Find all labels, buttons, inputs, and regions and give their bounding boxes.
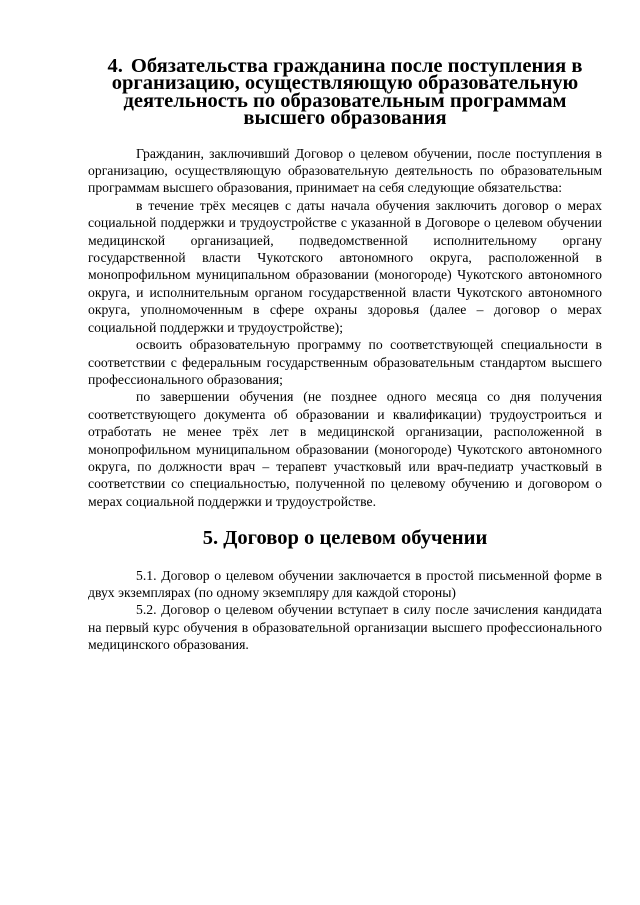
section-4-paragraph: в течение трёх месяцев с даты начала обучения заключить договор о мерах социальной поддержки и трудоустройстве с указанной в Договоре о целевом обучении медицинской организацией, подведомственной исполнительному органу государственной власти Чукотского автономного округа, расположенной в монопрофильном муниципальном образовании (моногороде) Чукотского автономного округа, и исполнительным органом государственной власти Чукотского автономного округа, уполномоченным в сфере охраны здоровья (далее – договор о мерах социальной поддержки и трудоустройстве); <box>88 197 602 335</box>
section-4-title: Обязательства гражданина после поступления в организацию, осуществляющую образовательную деятельность по образовательным программам высшего образования <box>111 55 583 130</box>
section-5-body <box>88 567 602 654</box>
section-4-paragraph: Гражданин, заключивший Договор о целевом обучении, после поступления в организацию, осуществляющую образовательную деятельность по образовательным программам высшего образования, принимает на себя следующие обязательства: <box>88 145 602 196</box>
section-5-paragraph: 5.2. Договор о целевом обучении вступает в силу после зачисления кандидата на первый курс обучения в образовательной организации высшего профессионального медицинского образования. <box>88 602 602 653</box>
section-4-number: 4. <box>107 55 123 77</box>
section-5-heading: 5. Договор о целевом обучении <box>202 527 488 550</box>
section-4-body <box>88 145 602 511</box>
document-page <box>88 55 602 654</box>
section-4-paragraph: по завершении обучения (не позднее одного месяца со дня получения соответствующего документа об образовании и квалификации) трудоустроиться и отработать не менее трёх лет в медицинской организации, расположенной в монопрофильном муниципальном образовании (моногороде) Чукотского автономного округа, по должности врач – терапевт участковый или врач-педиатр участковый в соответствии со специальностью, полученной по целевому обучению и договором о мерах социальной поддержки и трудоустройстве. <box>88 389 602 509</box>
section-4-heading <box>88 55 602 130</box>
section-4-paragraph: освоить образовательную программу по соответствующей специальности в соответствии с федеральным государственным образовательным стандартом высшего профессионального образования; <box>88 337 602 387</box>
section-5-paragraph: 5.1. Договор о целевом обучении заключается в простой письменной форме в двух экземплярах (по одному экземпляру для каждой стороны) <box>88 567 602 600</box>
